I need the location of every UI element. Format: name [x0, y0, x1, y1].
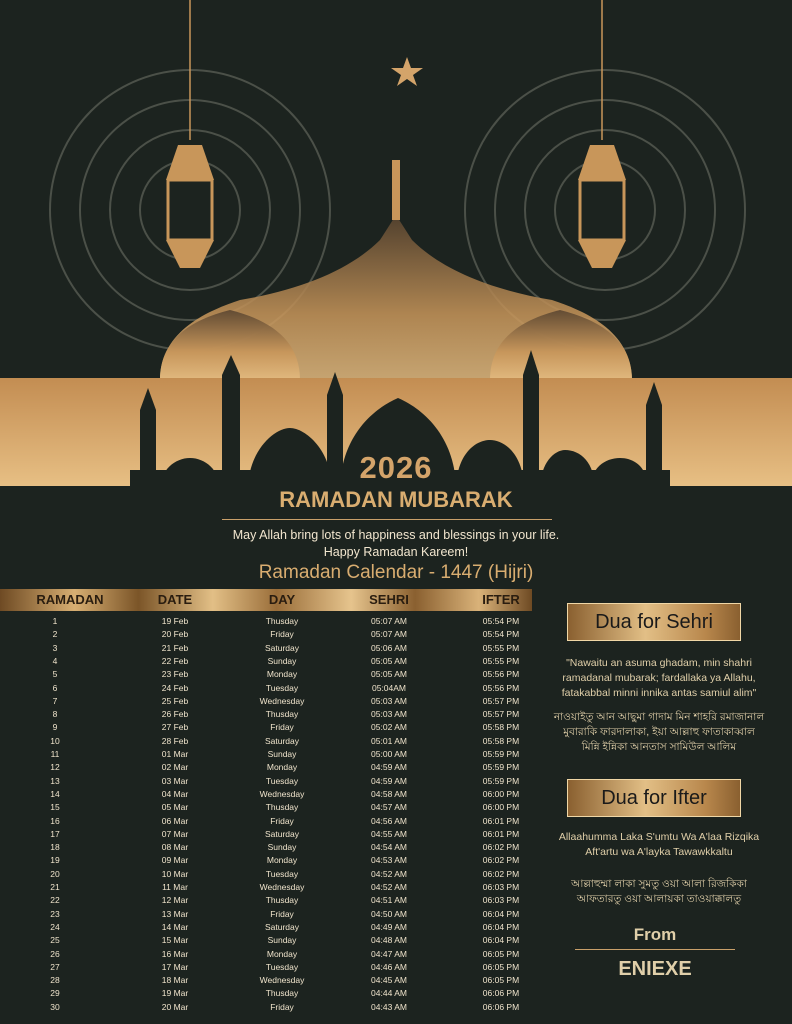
table-row	[0, 987, 532, 1000]
cell-weekday: Monday	[266, 855, 298, 866]
cell-date: 19 Mar	[161, 988, 189, 999]
dua-ifter-heading: Dua for Ifter	[567, 779, 741, 817]
cell-ramadan-day: 2	[52, 629, 58, 640]
dua-ifter-bn-line-2: আফতারতু ওয়া আলায়কা তাওয়াক্কালতু	[576, 893, 742, 905]
from-label: From	[633, 925, 677, 944]
cell-sehri-time: 04:59 AM	[371, 762, 407, 773]
table-row	[0, 615, 532, 628]
cell-sehri-time: 04:57 AM	[371, 802, 407, 813]
cell-weekday: Saturday	[264, 735, 300, 746]
cell-ramadan-day: 27	[50, 961, 60, 972]
cell-ifter-time: 05:56 PM	[482, 669, 520, 680]
cell-sehri-time: 04:45 AM	[371, 975, 407, 986]
table-row	[0, 948, 532, 961]
cell-ramadan-day: 18	[50, 842, 60, 853]
table-row	[0, 801, 532, 814]
cell-sehri-time: 05:05 AM	[371, 669, 407, 680]
cell-sehri-time: 05:00 AM	[371, 749, 407, 759]
table-row	[0, 708, 532, 721]
cell-sehri-time: 04:56 AM	[371, 815, 407, 826]
cell-date: 13 Mar	[161, 908, 189, 919]
cell-ifter-time: 05:59 PM	[482, 749, 520, 759]
cell-ramadan-day: 22	[50, 895, 60, 906]
cell-date: 02 Mar	[161, 762, 189, 773]
crescent-icon	[350, 40, 468, 139]
cell-weekday: Friday	[270, 908, 294, 919]
cell-weekday: Friday	[270, 1001, 294, 1012]
col-header-date: DATE	[157, 592, 193, 607]
cell-ifter-time: 06:03 PM	[482, 882, 520, 892]
cell-sehri-time: 04:55 AM	[371, 828, 407, 839]
cell-ramadan-day: 9	[52, 722, 58, 733]
cell-date: 11 Mar	[162, 882, 188, 892]
cell-sehri-time: 04:52 AM	[371, 882, 407, 892]
cell-date: 19 Feb	[161, 616, 189, 626]
cell-weekday: Saturday	[264, 642, 300, 653]
cell-date: 15 Mar	[161, 935, 189, 946]
table-row	[0, 854, 532, 867]
cell-date: 23 Feb	[161, 669, 189, 680]
table-row	[0, 815, 532, 828]
dua-ifter-line-1: Allaahumma Laka S'umtu Wa A'laa Rizqika	[558, 831, 760, 843]
cell-sehri-time: 04:49 AM	[371, 921, 407, 932]
cell-ramadan-day: 28	[50, 975, 60, 986]
cell-ifter-time: 05:54 PM	[482, 629, 520, 640]
table-row	[0, 628, 532, 641]
dua-sehri-line-2: ramadanal mubarak; fardallaka ya Allahu,	[562, 672, 756, 684]
dua-ifter-bn-line-1: আল্লাহুম্মা লাকা সুমতু ওয়া আলা রিজকিকা	[571, 878, 747, 890]
cell-ramadan-day: 25	[50, 935, 60, 946]
cell-weekday: Sunday	[267, 749, 297, 759]
cell-ifter-time: 05:59 PM	[482, 775, 520, 786]
cell-ramadan-day: 15	[50, 802, 60, 813]
cell-ramadan-day: 14	[50, 788, 60, 799]
dua-sehri-transliteration	[528, 656, 790, 701]
table-row	[0, 748, 532, 761]
cell-ramadan-day: 24	[50, 921, 60, 932]
cell-date: 06 Mar	[161, 815, 189, 826]
table-row	[0, 721, 532, 734]
cell-sehri-time: 04:51 AM	[371, 895, 407, 906]
col-header-sehri: SEHRI	[369, 592, 409, 607]
cell-sehri-time: 04:58 AM	[371, 788, 407, 799]
cell-sehri-time: 05:02 AM	[371, 722, 407, 733]
table-row	[0, 642, 532, 655]
table-row	[0, 894, 532, 907]
cell-sehri-time: 04:44 AM	[371, 988, 407, 999]
table-row	[0, 934, 532, 947]
cell-sehri-time: 05:01 AM	[371, 735, 407, 746]
table-row	[0, 881, 532, 894]
cell-weekday: Wednesday	[259, 788, 305, 799]
cell-date: 01 Mar	[161, 749, 189, 759]
cell-ifter-time: 06:00 PM	[482, 802, 520, 813]
table-row	[0, 1001, 532, 1014]
cell-ifter-time: 06:05 PM	[482, 975, 520, 986]
table-row	[0, 775, 532, 788]
cell-weekday: Sunday	[267, 655, 297, 666]
cell-date: 03 Mar	[161, 775, 189, 786]
cell-ifter-time: 05:58 PM	[482, 722, 520, 733]
cell-date: 28 Feb	[161, 735, 189, 746]
cell-weekday: Tuesday	[265, 775, 299, 786]
cell-ifter-time: 06:05 PM	[482, 961, 520, 972]
cell-ramadan-day: 21	[50, 882, 60, 892]
col-header-ifter: IFTER	[482, 592, 520, 607]
cell-sehri-time: 04:48 AM	[371, 935, 407, 946]
cell-sehri-time: 05:03 AM	[371, 695, 407, 706]
cell-date: 21 Feb	[161, 642, 189, 653]
cell-sehri-time: 05:05 AM	[371, 655, 407, 666]
calendar-subtitle: Ramadan Calendar - 1447 (Hijri)	[258, 562, 534, 583]
table-header	[0, 589, 532, 611]
cell-ifter-time: 06:01 PM	[482, 815, 520, 826]
table-row	[0, 828, 532, 841]
cell-weekday: Thusday	[265, 802, 299, 813]
cell-weekday: Sunday	[267, 842, 297, 853]
page-title: RAMADAN MUBARAK	[279, 487, 513, 512]
lantern-right-icon	[578, 0, 626, 268]
table-row	[0, 974, 532, 987]
cell-date: 17 Mar	[161, 961, 189, 972]
table-row	[0, 868, 532, 881]
cell-ifter-time: 06:06 PM	[482, 988, 520, 999]
cell-ramadan-day: 16	[50, 815, 60, 826]
dua-ifter-transliteration	[528, 830, 790, 860]
cell-ifter-time: 05:55 PM	[482, 642, 520, 653]
cell-date: 16 Mar	[161, 948, 189, 959]
cell-date: 09 Mar	[161, 855, 189, 866]
cell-ifter-time: 05:57 PM	[482, 695, 520, 706]
cell-date: 22 Feb	[161, 655, 189, 666]
cell-weekday: Tuesday	[265, 868, 299, 879]
cell-ifter-time: 06:03 PM	[482, 895, 520, 906]
cell-weekday: Thusday	[265, 895, 299, 906]
year-heading: 2026	[359, 450, 433, 485]
table-row	[0, 655, 532, 668]
cell-ramadan-day: 1	[52, 616, 58, 626]
cell-date: 27 Feb	[161, 722, 189, 733]
table-row	[0, 735, 532, 748]
dua-sehri-bn-line-2: মুবারাকি ফারদালাকা, ইয়া আল্লাহু ফাতাকাব্বাল	[563, 726, 755, 738]
dua-sehri-bengali	[528, 710, 790, 755]
cell-ifter-time: 06:04 PM	[482, 935, 520, 946]
mosque-illustration	[0, 0, 792, 500]
cell-weekday: Monday	[266, 762, 298, 773]
cell-weekday: Thusday	[265, 988, 299, 999]
cell-sehri-time: 05:07 AM	[371, 629, 407, 640]
cell-date: 08 Mar	[161, 842, 189, 853]
cell-ifter-time: 05:59 PM	[482, 762, 520, 773]
cell-sehri-time: 04:54 AM	[371, 842, 407, 853]
cell-weekday: Tuesday	[265, 682, 299, 693]
cell-ramadan-day: 23	[50, 908, 60, 919]
table-row	[0, 908, 532, 921]
blessing-text	[0, 527, 792, 561]
cell-date: 24 Feb	[161, 682, 189, 693]
table-row	[0, 668, 532, 681]
cell-sehri-time: 04:43 AM	[371, 1001, 407, 1012]
cell-date: 12 Mar	[161, 895, 189, 906]
cell-ifter-time: 06:02 PM	[482, 868, 520, 879]
cell-ramadan-day: 17	[50, 828, 60, 839]
cell-weekday: Wednesday	[259, 975, 305, 986]
cell-ifter-time: 06:02 PM	[482, 842, 520, 853]
table-row	[0, 841, 532, 854]
cell-weekday: Tuesday	[265, 961, 299, 972]
dua-sehri-line-3: fatakabbal minni innika antas samiul alim"	[561, 687, 757, 699]
cell-ramadan-day: 13	[50, 775, 60, 786]
cell-date: 18 Mar	[161, 975, 189, 986]
cell-ifter-time: 06:05 PM	[482, 948, 520, 959]
cell-weekday: Thusday	[265, 709, 299, 720]
cell-weekday: Thusday	[265, 616, 299, 626]
cell-weekday: Friday	[270, 815, 294, 826]
cell-ramadan-day: 20	[50, 868, 60, 879]
cell-ifter-time: 05:55 PM	[482, 655, 520, 666]
cell-ifter-time: 05:54 PM	[482, 616, 520, 626]
dua-sehri-heading: Dua for Sehri	[567, 603, 741, 641]
dua-sehri-bn-line-1: নাওয়াইতু আন আছুমা গাদাম মিন শাহরি রমাজানাল	[553, 711, 765, 723]
cell-date: 26 Feb	[161, 709, 189, 720]
cell-ramadan-day: 19	[50, 855, 60, 866]
cell-ramadan-day: 5	[52, 669, 58, 680]
cell-sehri-time: 05:07 AM	[371, 616, 407, 626]
blessing-line-2: Happy Ramadan Kareem!	[323, 545, 469, 559]
cell-ramadan-day: 29	[50, 988, 60, 999]
col-header-day: DAY	[268, 592, 296, 607]
cell-ramadan-day: 3	[52, 642, 58, 653]
cell-ifter-time: 06:04 PM	[482, 921, 520, 932]
star-icon	[391, 57, 423, 86]
cell-ramadan-day: 10	[50, 735, 60, 746]
cell-ramadan-day: 11	[50, 749, 60, 759]
cell-sehri-time: 04:50 AM	[371, 908, 407, 919]
cell-ramadan-day: 7	[52, 695, 58, 706]
cell-ramadan-day: 12	[50, 762, 60, 773]
cell-sehri-time: 05:06 AM	[371, 642, 407, 653]
cell-sehri-time: 04:59 AM	[371, 775, 407, 786]
dua-ifter-bengali	[528, 877, 790, 907]
cell-ifter-time: 06:06 PM	[482, 1001, 520, 1012]
table-row	[0, 761, 532, 774]
cell-weekday: Saturday	[264, 921, 300, 932]
cell-sehri-time: 04:53 AM	[371, 855, 407, 866]
cell-sehri-time: 04:47 AM	[371, 948, 407, 959]
cell-ifter-time: 06:00 PM	[482, 788, 520, 799]
dua-sehri-bn-line-3: মিন্নি ইন্নিকা আনতাস সামিউল আলিম	[581, 741, 737, 753]
cell-ramadan-day: 8	[52, 709, 58, 720]
table-row	[0, 695, 532, 708]
cell-ifter-time: 06:04 PM	[482, 908, 520, 919]
cell-ramadan-day: 4	[52, 655, 58, 666]
table-row	[0, 961, 532, 974]
cell-weekday: Wednesday	[259, 695, 305, 706]
cell-ramadan-day: 30	[50, 1001, 60, 1012]
cell-date: 20 Mar	[161, 1001, 189, 1012]
cell-weekday: Sunday	[267, 935, 297, 946]
lantern-left-icon	[166, 0, 214, 268]
title-divider	[222, 519, 552, 520]
table-row	[0, 682, 532, 695]
cell-date: 14 Mar	[161, 921, 189, 932]
cell-weekday: Friday	[270, 629, 294, 640]
blessing-line-1: May Allah bring lots of happiness and blessings in your life.	[232, 528, 560, 542]
cell-sehri-time: 05:04AM	[371, 682, 407, 693]
cell-ramadan-day: 6	[52, 682, 58, 693]
credit-divider	[575, 949, 735, 950]
cell-date: 20 Feb	[161, 629, 189, 640]
cell-weekday: Saturday	[264, 828, 300, 839]
cell-ramadan-day: 26	[50, 948, 60, 959]
cell-sehri-time: 04:46 AM	[371, 961, 407, 972]
col-header-ramadan: RAMADAN	[36, 592, 104, 607]
cell-date: 25 Feb	[161, 695, 189, 706]
cell-date: 05 Mar	[161, 802, 189, 813]
cell-ifter-time: 05:56 PM	[482, 682, 520, 693]
cell-weekday: Friday	[270, 722, 294, 733]
dua-sehri-line-1: "Nawaitu an asuma ghadam, min shahri	[566, 657, 752, 669]
table-row	[0, 921, 532, 934]
cell-date: 10 Mar	[161, 868, 189, 879]
cell-sehri-time: 04:52 AM	[371, 868, 407, 879]
cell-sehri-time: 05:03 AM	[371, 709, 407, 720]
dua-ifter-line-2: Aft'artu wa A'layka Tawawkkaltu	[585, 846, 733, 858]
cell-ifter-time: 05:58 PM	[482, 735, 520, 746]
cell-date: 04 Mar	[161, 788, 189, 799]
cell-weekday: Wednesday	[259, 882, 305, 892]
cell-date: 07 Mar	[161, 828, 189, 839]
cell-weekday: Monday	[266, 948, 298, 959]
brand-name: ENIEXE	[618, 958, 692, 980]
cell-ifter-time: 06:01 PM	[482, 828, 520, 839]
cell-ifter-time: 05:57 PM	[482, 709, 520, 720]
table-row	[0, 788, 532, 801]
cell-ifter-time: 06:02 PM	[482, 855, 520, 866]
cell-weekday: Monday	[266, 669, 298, 680]
